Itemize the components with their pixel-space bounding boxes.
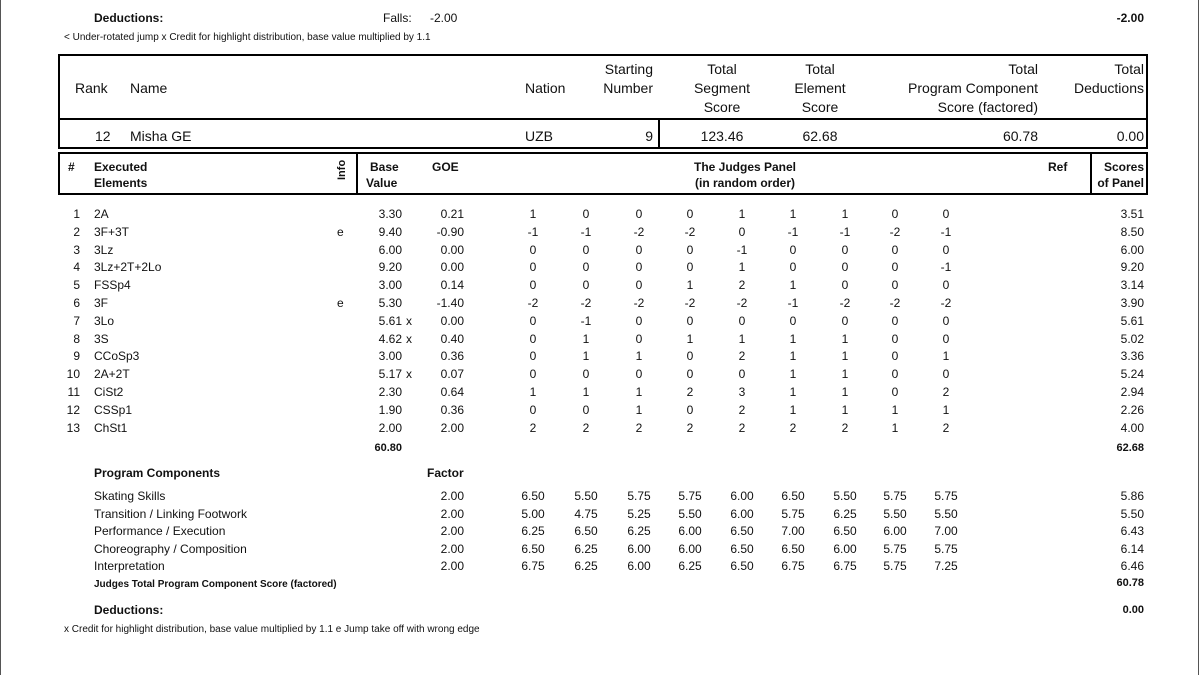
- header-tes-3: Score: [801, 99, 839, 115]
- element-judge-score: 0: [891, 331, 899, 346]
- element-num: 5: [73, 278, 80, 293]
- element-goe: 0.00: [440, 260, 464, 275]
- element-judge-score: 1: [635, 385, 643, 399]
- component-judge-score: 5.75: [627, 489, 651, 503]
- eh-executed: Executed: [94, 160, 148, 174]
- element-num: 8: [73, 331, 80, 346]
- element-judge-score: 0: [582, 367, 590, 382]
- element-judge-score: 0: [529, 367, 537, 382]
- component-judge-score: 6.50: [521, 541, 545, 556]
- element-info: e: [337, 224, 344, 239]
- element-goe: 0.00: [440, 242, 464, 257]
- element-judge-score: 0: [942, 313, 950, 328]
- top-total-deductions: -2.00: [1116, 11, 1144, 25]
- element-base-value: 4.62: [378, 331, 402, 346]
- element-goe: -1.40: [436, 296, 464, 310]
- element-panel-score: 3.51: [1120, 207, 1144, 221]
- component-factor: 2.00: [440, 559, 464, 573]
- bottom-legend: x Credit for highlight distribution, base value multiplied by 1.1 e Jump take off with wrong edge: [64, 624, 480, 635]
- element-name: 3Lo: [94, 313, 115, 328]
- element-judge-score: -2: [684, 224, 696, 239]
- element-judge-score: 0: [891, 349, 899, 364]
- eh-random: (in random order): [694, 176, 795, 190]
- element-judge-score: -1: [787, 296, 799, 310]
- eh-info: Info: [336, 159, 348, 180]
- skater-starting-number: 9: [645, 128, 653, 144]
- element-judge-score: 0: [635, 207, 643, 221]
- component-judge-score: 6.25: [521, 524, 545, 538]
- element-name: 3F: [94, 296, 109, 310]
- pcs-total-label: Judges Total Program Component Score (factored): [94, 579, 337, 590]
- component-judge-score: 5.75: [934, 489, 958, 503]
- component-judge-score: 5.50: [833, 489, 857, 503]
- element-judge-score: 1: [738, 260, 746, 275]
- element-name: 3Lz: [94, 242, 114, 257]
- header-tss-2: Segment: [693, 80, 751, 96]
- element-base-value: 1.90: [378, 402, 402, 417]
- header-starting: Starting: [604, 61, 653, 77]
- element-panel-score: 5.61: [1120, 313, 1144, 328]
- element-judge-score: 0: [942, 242, 950, 257]
- eh-scores: Scores: [1103, 160, 1144, 174]
- element-judge-score: 1: [841, 207, 849, 221]
- element-bonus-mark: x: [406, 313, 412, 328]
- element-judge-score: 1: [789, 367, 797, 382]
- element-goe: 0.14: [440, 278, 464, 293]
- pcs-total-value: 60.78: [1116, 577, 1144, 589]
- element-name: 3Lz+2T+2Lo: [94, 260, 162, 275]
- element-name: CiSt2: [94, 385, 124, 399]
- element-judge-score: 2: [686, 420, 694, 435]
- skater-nation: UZB: [525, 128, 553, 144]
- element-goe: 0.21: [440, 207, 464, 221]
- header-tes-2: Element: [794, 80, 846, 96]
- element-judge-score: 0: [891, 313, 899, 328]
- element-judge-score: 0: [789, 242, 797, 257]
- element-judge-score: 0: [891, 367, 899, 382]
- element-name: FSSp4: [94, 278, 131, 293]
- components-factor-label: Factor: [427, 466, 464, 480]
- component-judge-score: 6.25: [833, 506, 857, 521]
- element-judge-score: 0: [582, 402, 590, 417]
- element-judge-score: 1: [942, 402, 950, 417]
- element-judge-score: 0: [686, 260, 694, 275]
- component-factor: 2.00: [440, 524, 464, 538]
- element-judge-score: 0: [686, 207, 694, 221]
- component-factor: 2.00: [440, 506, 464, 521]
- component-judge-score: 6.50: [730, 541, 754, 556]
- element-judge-score: -1: [736, 242, 748, 257]
- element-judge-score: 1: [841, 385, 849, 399]
- element-judge-score: -1: [940, 224, 952, 239]
- element-name: CSSp1: [94, 402, 133, 417]
- element-judge-score: 1: [891, 402, 899, 417]
- eh-goe: GOE: [432, 160, 459, 174]
- element-judge-score: -1: [787, 224, 799, 239]
- element-judge-score: 1: [841, 402, 849, 417]
- element-judge-score: 0: [891, 278, 899, 293]
- component-judge-score: 5.75: [781, 506, 805, 521]
- element-name: 2A: [94, 207, 109, 221]
- element-judge-score: -1: [527, 224, 539, 239]
- skater-pcs: 60.78: [1002, 128, 1038, 144]
- top-falls-value: -2.00: [430, 11, 458, 25]
- element-panel-score: 2.94: [1120, 385, 1144, 399]
- element-judge-score: 1: [841, 331, 849, 346]
- skater-deductions: 0.00: [1116, 128, 1144, 144]
- element-judge-score: 0: [891, 207, 899, 221]
- element-num: 12: [66, 402, 80, 417]
- element-base-value: 3.00: [378, 278, 402, 293]
- component-judge-score: 5.50: [883, 506, 907, 521]
- component-judge-score: 6.25: [574, 541, 598, 556]
- element-judge-score: 2: [738, 402, 746, 417]
- component-name: Transition / Linking Footwork: [94, 506, 247, 521]
- element-base-value: 3.30: [378, 207, 402, 221]
- element-judge-score: -2: [736, 296, 748, 310]
- elements-total-score: 62.68: [1116, 442, 1144, 454]
- bottom-deductions-value: 0.00: [1122, 604, 1144, 616]
- header-rank: Rank: [75, 80, 108, 96]
- element-judge-score: 1: [738, 331, 746, 346]
- element-judge-score: 2: [529, 420, 537, 435]
- element-base-value: 9.40: [378, 224, 402, 239]
- element-judge-score: 0: [686, 242, 694, 257]
- component-judge-score: 5.75: [883, 489, 907, 503]
- component-judge-score: 6.00: [730, 489, 754, 503]
- element-judge-score: 0: [529, 331, 537, 346]
- component-judge-score: 7.00: [781, 524, 805, 538]
- element-num: 4: [73, 260, 80, 275]
- element-judge-score: 0: [635, 331, 643, 346]
- element-judge-score: 2: [686, 385, 694, 399]
- element-base-value: 3.00: [378, 349, 402, 364]
- element-judge-score: 2: [789, 420, 797, 435]
- element-judge-score: 1: [789, 349, 797, 364]
- element-panel-score: 5.02: [1120, 331, 1144, 346]
- skater-tes: 62.68: [802, 128, 838, 144]
- component-name: Interpretation: [94, 559, 165, 573]
- element-bonus-mark: x: [406, 367, 412, 382]
- element-judge-score: 0: [686, 367, 694, 382]
- header-tss-3: Score: [703, 99, 741, 115]
- element-panel-score: 4.00: [1120, 420, 1144, 435]
- element-judge-score: 0: [582, 278, 590, 293]
- component-name: Skating Skills: [94, 489, 166, 503]
- element-judge-score: 0: [635, 367, 643, 382]
- element-judge-score: -1: [839, 224, 851, 239]
- eh-base: Base: [370, 160, 399, 174]
- element-base-value: 5.17: [378, 367, 402, 382]
- element-panel-score: 9.20: [1120, 260, 1144, 275]
- component-judge-score: 6.75: [781, 559, 805, 573]
- element-judge-score: 0: [635, 278, 643, 293]
- element-goe: 0.36: [440, 349, 464, 364]
- element-base-value: 2.30: [378, 385, 402, 399]
- component-judge-score: 5.75: [883, 541, 907, 556]
- skater-tss: 123.46: [700, 128, 744, 144]
- component-judge-score: 5.75: [883, 559, 907, 573]
- component-panel-score: 5.50: [1120, 506, 1144, 521]
- element-num: 10: [66, 367, 80, 382]
- component-judge-score: 6.00: [883, 524, 907, 538]
- element-judge-score: 1: [789, 385, 797, 399]
- top-legend: < Under-rotated jump x Credit for highlight distribution, base value multiplied by 1.1: [64, 32, 431, 43]
- element-name: 2A+2T: [94, 367, 130, 382]
- element-judge-score: 1: [635, 349, 643, 364]
- element-goe: 0.64: [440, 385, 464, 399]
- header-number: Number: [603, 80, 653, 96]
- element-panel-score: 3.90: [1120, 296, 1144, 310]
- components-label: Program Components: [94, 466, 221, 480]
- component-judge-score: 6.50: [730, 559, 754, 573]
- element-panel-score: 6.00: [1120, 242, 1144, 257]
- component-judge-score: 5.50: [678, 506, 702, 521]
- element-judge-score: 0: [529, 349, 537, 364]
- element-judge-score: 2: [841, 420, 849, 435]
- header-nation: Nation: [525, 80, 566, 96]
- element-judge-score: 0: [582, 242, 590, 257]
- element-base-value: 5.61: [378, 313, 402, 328]
- component-judge-score: 4.75: [574, 506, 598, 521]
- element-judge-score: 2: [738, 349, 746, 364]
- element-judge-score: 0: [738, 367, 746, 382]
- header-ded-2: Deductions: [1073, 80, 1144, 96]
- element-panel-score: 2.26: [1120, 402, 1144, 417]
- eh-panel: The Judges Panel: [693, 160, 797, 174]
- component-panel-score: 5.86: [1120, 489, 1144, 503]
- element-judge-score: 0: [789, 313, 797, 328]
- element-judge-score: 2: [635, 420, 643, 435]
- component-panel-score: 6.14: [1120, 541, 1144, 556]
- element-judge-score: -2: [633, 296, 645, 310]
- element-judge-score: 2: [942, 385, 950, 399]
- top-falls-label: Falls:: [383, 11, 412, 25]
- component-judge-score: 6.50: [833, 524, 857, 538]
- element-judge-score: 1: [635, 402, 643, 417]
- element-num: 2: [73, 224, 80, 239]
- element-base-value: 2.00: [378, 420, 402, 435]
- element-judge-score: -2: [940, 296, 952, 310]
- element-name: 3F+3T: [94, 224, 130, 239]
- element-judge-score: 2: [738, 278, 746, 293]
- element-num: 13: [66, 420, 80, 435]
- element-judge-score: 1: [529, 207, 537, 221]
- element-goe: 0.36: [440, 402, 464, 417]
- skater-name: Misha GE: [130, 128, 192, 144]
- element-judge-score: 0: [841, 278, 849, 293]
- element-judge-score: 1: [738, 207, 746, 221]
- element-judge-score: 0: [529, 242, 537, 257]
- element-goe: 0.40: [440, 331, 464, 346]
- element-judge-score: 1: [686, 278, 694, 293]
- element-goe: 0.07: [440, 367, 464, 382]
- component-name: Performance / Execution: [94, 524, 226, 538]
- element-num: 7: [73, 313, 80, 328]
- element-num: 9: [73, 349, 80, 364]
- element-judge-score: 0: [686, 402, 694, 417]
- element-judge-score: -1: [580, 224, 592, 239]
- component-judge-score: 5.75: [934, 541, 958, 556]
- element-name: ChSt1: [94, 420, 128, 435]
- component-judge-score: 6.00: [678, 524, 702, 538]
- element-bonus-mark: x: [406, 331, 412, 346]
- element-judge-score: 2: [942, 420, 950, 435]
- element-judge-score: 0: [942, 207, 950, 221]
- element-num: 11: [67, 385, 80, 399]
- element-name: CCoSp3: [94, 349, 140, 364]
- element-judge-score: 1: [841, 349, 849, 364]
- component-judge-score: 6.25: [574, 559, 598, 573]
- component-factor: 2.00: [440, 541, 464, 556]
- component-judge-score: 6.50: [574, 524, 598, 538]
- element-judge-score: 1: [529, 385, 537, 399]
- component-judge-score: 6.50: [521, 489, 545, 503]
- element-judge-score: 1: [841, 367, 849, 382]
- element-judge-score: 0: [738, 313, 746, 328]
- element-num: 3: [73, 242, 80, 257]
- element-judge-score: -2: [839, 296, 851, 310]
- component-judge-score: 6.00: [730, 506, 754, 521]
- eh-of-panel: of Panel: [1097, 176, 1144, 190]
- eh-value: Value: [366, 176, 398, 190]
- element-judge-score: -2: [527, 296, 539, 310]
- eh-num: #: [68, 160, 75, 174]
- header-tes-1: Total: [805, 61, 835, 77]
- component-judge-score: 7.00: [934, 524, 958, 538]
- component-name: Choreography / Composition: [94, 541, 247, 556]
- element-panel-score: 3.14: [1120, 278, 1144, 293]
- element-judge-score: 0: [841, 313, 849, 328]
- element-base-value: 5.30: [378, 296, 402, 310]
- element-judge-score: 1: [789, 207, 797, 221]
- element-judge-score: 1: [686, 331, 694, 346]
- element-judge-score: 0: [582, 207, 590, 221]
- element-judge-score: 0: [942, 331, 950, 346]
- element-judge-score: 1: [789, 402, 797, 417]
- component-judge-score: 6.00: [833, 541, 857, 556]
- element-judge-score: 0: [942, 367, 950, 382]
- component-judge-score: 6.50: [730, 524, 754, 538]
- element-judge-score: -2: [684, 296, 696, 310]
- component-panel-score: 6.46: [1120, 559, 1144, 573]
- element-judge-score: 1: [891, 420, 899, 435]
- component-judge-score: 6.25: [678, 559, 702, 573]
- element-judge-score: 0: [841, 260, 849, 275]
- component-judge-score: 6.00: [627, 559, 651, 573]
- component-judge-score: 6.00: [678, 541, 702, 556]
- element-judge-score: 0: [686, 349, 694, 364]
- header-pcs-2: Program Component: [908, 80, 1038, 96]
- component-judge-score: 7.25: [934, 559, 958, 573]
- element-panel-score: 5.24: [1120, 367, 1144, 382]
- component-judge-score: 5.50: [574, 489, 598, 503]
- element-judge-score: 0: [686, 313, 694, 328]
- header-pcs-3: Score (factored): [937, 99, 1038, 115]
- top-deductions-label: Deductions:: [94, 11, 164, 25]
- element-judge-score: 0: [891, 242, 899, 257]
- element-goe: -0.90: [436, 224, 464, 239]
- component-judge-score: 5.25: [627, 506, 651, 521]
- component-judge-score: 6.75: [521, 559, 545, 573]
- header-ded-1: Total: [1114, 61, 1144, 77]
- eh-elements: Elements: [94, 176, 148, 190]
- component-judge-score: 6.50: [781, 541, 805, 556]
- element-judge-score: 0: [789, 260, 797, 275]
- component-judge-score: 5.00: [521, 506, 545, 521]
- component-judge-score: 6.50: [781, 489, 805, 503]
- element-judge-score: 1: [789, 278, 797, 293]
- bottom-deductions-label: Deductions:: [94, 603, 164, 617]
- element-judge-score: 0: [635, 242, 643, 257]
- element-judge-score: 0: [635, 260, 643, 275]
- elements-total-base: 60.80: [374, 442, 402, 454]
- element-judge-score: 1: [582, 385, 590, 399]
- element-judge-score: 2: [582, 420, 590, 435]
- element-base-value: 6.00: [378, 242, 402, 257]
- element-judge-score: 1: [942, 349, 950, 364]
- element-base-value: 9.20: [378, 260, 402, 275]
- component-judge-score: 6.00: [627, 541, 651, 556]
- skater-rank: 12: [95, 128, 111, 144]
- element-num: 1: [73, 207, 80, 221]
- element-judge-score: 0: [841, 242, 849, 257]
- element-judge-score: 0: [529, 402, 537, 417]
- element-panel-score: 8.50: [1120, 224, 1144, 239]
- component-factor: 2.00: [440, 489, 464, 503]
- element-judge-score: -1: [940, 260, 952, 275]
- element-judge-score: 0: [529, 313, 537, 328]
- component-judge-score: 6.25: [627, 524, 651, 538]
- element-judge-score: -2: [889, 296, 901, 310]
- header-pcs-1: Total: [1008, 61, 1038, 77]
- element-judge-score: -1: [580, 313, 592, 328]
- element-judge-score: 1: [582, 349, 590, 364]
- element-judge-score: 1: [582, 331, 590, 346]
- element-judge-score: -2: [889, 224, 901, 239]
- element-judge-score: -2: [633, 224, 645, 239]
- element-judge-score: 0: [738, 224, 746, 239]
- element-goe: 2.00: [440, 420, 464, 435]
- component-judge-score: 5.50: [934, 506, 958, 521]
- element-judge-score: 0: [942, 278, 950, 293]
- element-num: 6: [73, 296, 80, 310]
- element-judge-score: 2: [738, 420, 746, 435]
- element-goe: 0.00: [440, 313, 464, 328]
- element-judge-score: 0: [582, 260, 590, 275]
- eh-ref: Ref: [1048, 160, 1068, 174]
- element-judge-score: -2: [580, 296, 592, 310]
- element-judge-score: 0: [529, 260, 537, 275]
- header-name: Name: [130, 80, 168, 96]
- element-judge-score: 1: [789, 331, 797, 346]
- element-judge-score: 0: [529, 278, 537, 293]
- element-judge-score: 0: [635, 313, 643, 328]
- component-judge-score: 5.75: [678, 489, 702, 503]
- element-info: e: [337, 296, 344, 310]
- component-judge-score: 6.75: [833, 559, 857, 573]
- component-panel-score: 6.43: [1120, 524, 1144, 538]
- header-tss-1: Total: [707, 61, 737, 77]
- element-panel-score: 3.36: [1120, 349, 1144, 364]
- element-judge-score: 0: [891, 260, 899, 275]
- element-judge-score: 0: [891, 385, 899, 399]
- element-name: 3S: [94, 331, 109, 346]
- element-judge-score: 3: [738, 385, 746, 399]
